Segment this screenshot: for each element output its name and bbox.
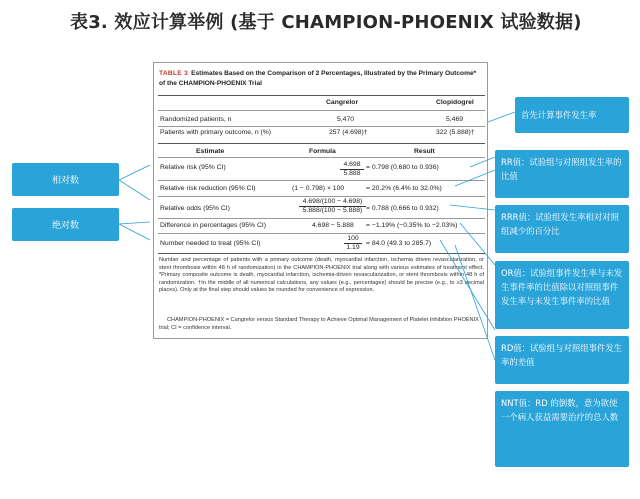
row-value-clopidogrel: 322 (5.888)† bbox=[436, 129, 475, 136]
connector-line bbox=[440, 240, 495, 330]
label-absolute: 绝对数 bbox=[12, 208, 119, 241]
connector-line bbox=[119, 222, 150, 224]
note-first-rate: 首先计算事件发生率 bbox=[515, 97, 629, 133]
estimate-formula: 4.698 − 5.888 bbox=[312, 222, 354, 229]
estimate-label: Relative risk (95% CI) bbox=[160, 164, 226, 171]
estimate-result: = 84.0 (49.3 to 285.7) bbox=[366, 240, 432, 247]
connector-line bbox=[488, 112, 515, 122]
fraction-numerator: 100 bbox=[344, 235, 362, 244]
estimate-label: Number needed to treat (95% CI) bbox=[160, 240, 261, 247]
fraction-denominator: 5.888 bbox=[343, 170, 361, 177]
row-value-cangrelor: 257 (4.698)† bbox=[329, 129, 368, 136]
estimate-label: Difference in percentages (95% CI) bbox=[160, 222, 267, 229]
fraction-numerator: 4.698 bbox=[340, 161, 364, 170]
table-tag: TABLE 3 bbox=[159, 70, 189, 77]
connector-line bbox=[119, 224, 150, 240]
est-header-formula: Formula bbox=[309, 148, 336, 155]
page-title: 表3. 效应计算举例 (基于 CHAMPION-PHOENIX 试验数据) bbox=[70, 12, 582, 33]
table-caption-text: Estimates Based on the Comparison of 2 Percentages, Illustrated by the Primary Outcome* of the CHAMPION-PHOENIX Trial bbox=[159, 70, 477, 87]
estimate-label: Relative risk reduction (95% CI) bbox=[160, 185, 256, 192]
estimate-result: = −1.19% (−0.35% to −2.03%) bbox=[366, 222, 458, 229]
note-rrr: RRR值：试验组发生率相对对照组减少的百分比 bbox=[495, 205, 629, 253]
col-header-cangrelor: Cangrelor bbox=[326, 99, 359, 106]
row-value-cangrelor: 5,470 bbox=[337, 116, 355, 123]
fraction-denominator: 5.888/(100 − 5.888) bbox=[302, 207, 363, 214]
col-header-clopidogrel: Clopidogrel bbox=[436, 99, 474, 106]
fraction-denominator: 1.19 bbox=[346, 244, 360, 251]
note-rr: RR值：试验组与对照组发生率的比值 bbox=[495, 150, 629, 198]
connector-line bbox=[460, 223, 495, 265]
estimate-label: Relative odds (95% CI) bbox=[160, 205, 230, 212]
est-header-estimate: Estimate bbox=[196, 148, 225, 155]
row-label: Patients with primary outcome, n (%) bbox=[160, 129, 272, 136]
note-nnt: NNT值：RD 的倒数，意为欲使一个病人获益需要治疗的总人数 bbox=[495, 391, 629, 467]
row-value-clopidogrel: 5,469 bbox=[446, 116, 464, 123]
estimate-result: = 20.2% (6.4% to 32.0%) bbox=[366, 185, 442, 192]
table-footnote: Number and percentage of patients with a primary outcome (death, myocardial infarction, ischemia driven revascularization, or stent thrombosis within 48 h of randomization) in the CHAMPION-PHOENIX trial along with various estimates of treatment effect. *Primary composite outcome is death, myocardial infarction, ischemia-driven revascularization, or stent thrombosis within 48 h of randomization. †In the middle of all numerical calculations, any values (e.g., percentages) should be precise (e.g., to ≥3 decimal places). Only at the final step should values be rounded for convenience of expression. bbox=[159, 257, 484, 294]
label-relative: 相对数 bbox=[12, 163, 119, 196]
estimate-result: = 0.798 (0.680 to 0.936) bbox=[366, 164, 439, 171]
fraction-numerator: 4.698/(100 − 4.698) bbox=[299, 198, 366, 207]
note-rd: RD值：试验组与对照组事件发生率的差值 bbox=[495, 336, 629, 384]
note-or: OR值：试验组事件发生率与未发生事件率的比值除以对照组事件发生率与未发生事件率的比值 bbox=[495, 261, 629, 329]
connector-line bbox=[455, 170, 495, 186]
estimate-result: = 0.788 (0.666 to 0.932) bbox=[366, 205, 439, 212]
est-header-result: Result bbox=[414, 148, 435, 155]
connector-line bbox=[455, 245, 495, 360]
row-label: Randomized patients, n bbox=[160, 116, 232, 123]
connector-line bbox=[119, 180, 150, 200]
connector-line bbox=[450, 205, 495, 210]
connector-line bbox=[119, 165, 150, 180]
estimate-formula: (1 − 0.798) × 100 bbox=[292, 185, 345, 192]
connector-line bbox=[470, 157, 495, 167]
table-abbreviations: CHAMPION-PHOENIX = Cangrelor versus Standard Therapy to Achieve Optimal Management of Platelet Inhibition PHOENIX trial; CI = confidence interval. bbox=[159, 317, 479, 331]
